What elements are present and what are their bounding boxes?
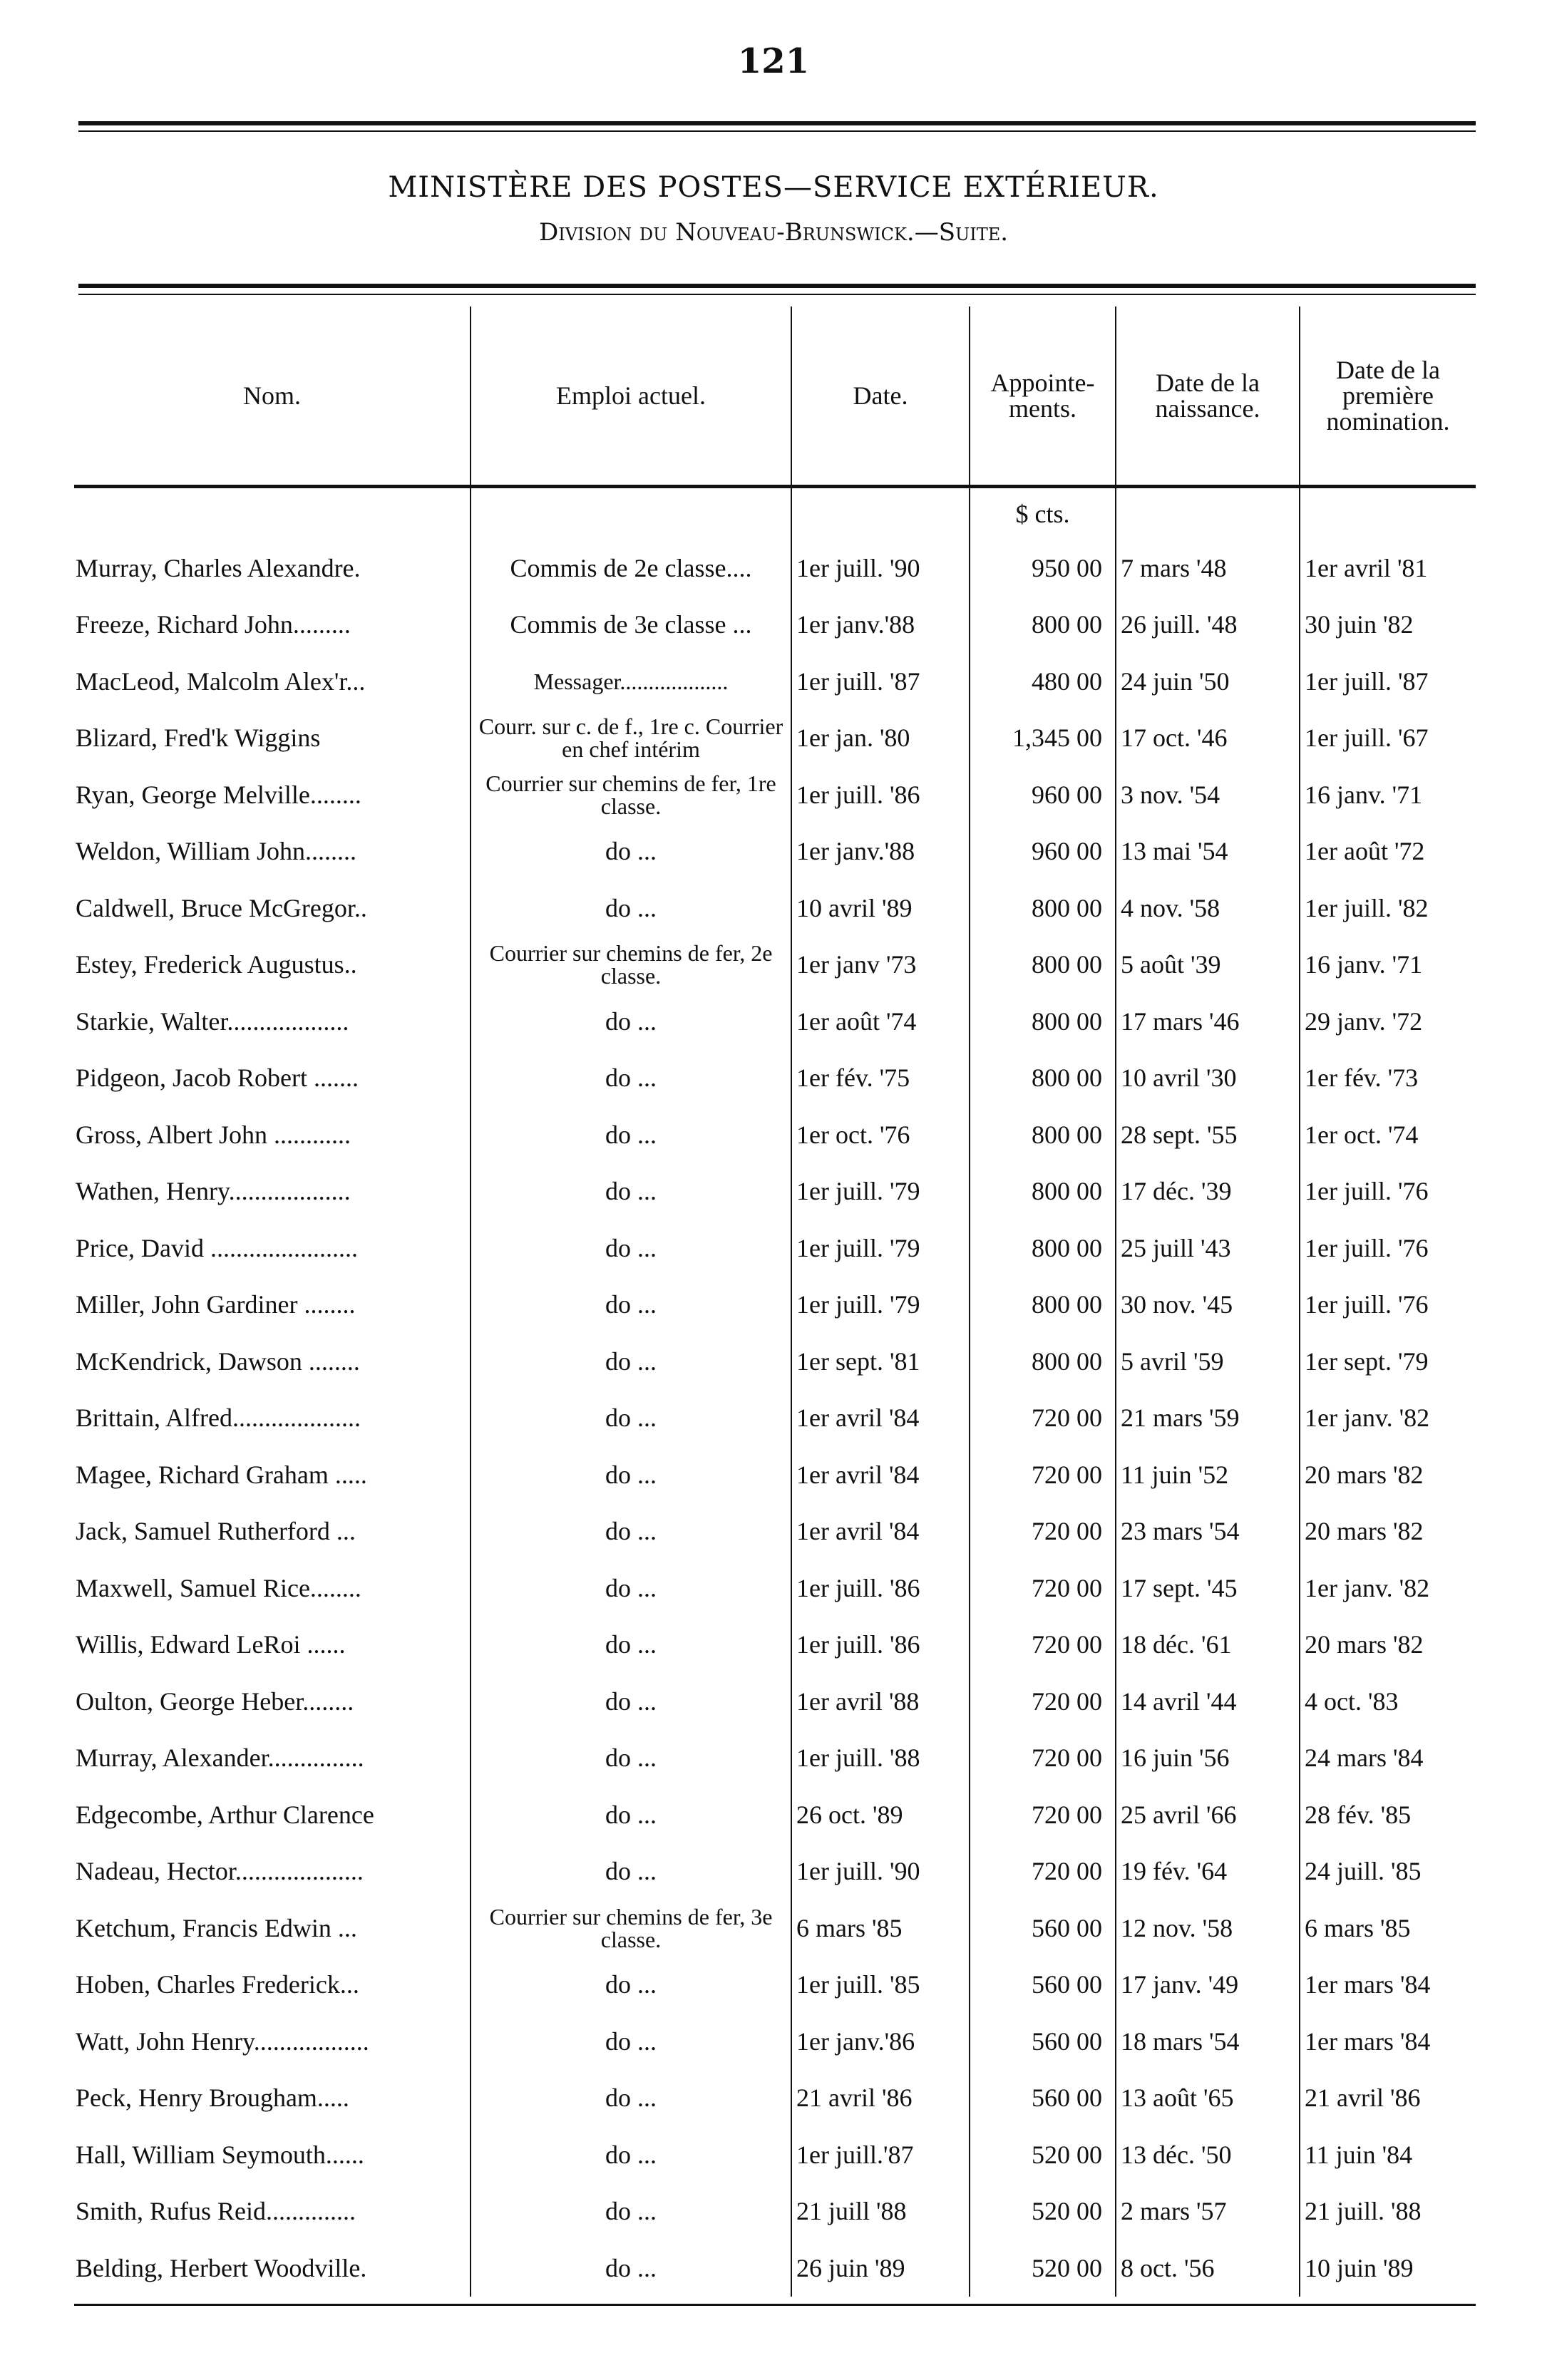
bottom-rule [74,2304,1476,2306]
cell-emploi: do ... [471,2070,791,2127]
cell-date: 21 juill '88 [791,2183,970,2240]
cell-naissance: 21 mars '59 [1116,1390,1300,1447]
units-row [74,487,1476,540]
table-row [74,2240,1476,2297]
cell-naissance: 18 mars '54 [1116,2013,1300,2070]
cell-appointements: 800 00 [970,1333,1116,1390]
cell-date: 1er juill.'87 [791,2126,970,2183]
cell-date: 1er juill. '79 [791,1220,970,1277]
cell-emploi: do ... [471,2240,791,2297]
table-row [74,710,1476,767]
cell-date: 1er avril '84 [791,1390,970,1447]
cell-appointements: 720 00 [970,1503,1116,1560]
cell-nom: Estey, Frederick Augustus.. [76,950,357,979]
cell-nom: Starkie, Walter................... [76,1006,349,1036]
cell-appointements: 560 00 [970,1900,1116,1957]
cell-emploi: do ... [471,1730,791,1787]
cell-premiere-nomination: 1er mars '84 [1300,1957,1476,2014]
cell-nom: Gross, Albert John ............ [76,1120,351,1149]
cell-naissance: 5 avril '59 [1116,1333,1300,1390]
cell-premiere-nomination: 1er juill. '76 [1300,1220,1476,1277]
cell-premiere-nomination: 1er juill. '76 [1300,1163,1476,1220]
table-row [74,880,1476,937]
cell-appointements: 800 00 [970,1050,1116,1107]
cell-appointements: 800 00 [970,1106,1116,1163]
cell-date: 1er juill. '86 [791,1617,970,1674]
cell-appointements: 800 00 [970,993,1116,1050]
cell-appointements: 1,345 00 [970,710,1116,767]
cell-nom: Pidgeon, Jacob Robert ....... [76,1063,359,1093]
table-row [74,1220,1476,1277]
cell-nom: Peck, Henry Brougham..... [76,2083,349,2113]
cell-nom: Price, David ....................... [76,1233,358,1262]
cell-naissance: 26 juill. '48 [1116,597,1300,654]
cell-premiere-nomination: 1er juill. '76 [1300,1277,1476,1334]
table-row [74,2183,1476,2240]
cell-appointements: 800 00 [970,1220,1116,1277]
cell-emploi: do ... [471,1050,791,1107]
cell-premiere-nomination: 16 janv. '71 [1300,766,1476,823]
cell-appointements: 520 00 [970,2183,1116,2240]
cell-naissance: 8 oct. '56 [1116,2240,1300,2297]
table-row [74,2070,1476,2127]
table-header-row [74,306,1476,487]
cell-nom: Weldon, William John........ [76,837,356,866]
cell-date: 10 avril '89 [791,880,970,937]
cell-naissance: 7 mars '48 [1116,540,1300,597]
cell-naissance: 19 fév. '64 [1116,1843,1300,1900]
cell-emploi: Courrier sur chemins de fer, 2e classe. [471,937,791,994]
cell-emploi: do ... [471,1957,791,2014]
table-row [74,1446,1476,1503]
units-blank [791,487,970,540]
cell-emploi: Courrier sur chemins de fer, 1re classe. [471,766,791,823]
cell-naissance: 17 sept. '45 [1116,1560,1300,1617]
cell-appointements: 960 00 [970,766,1116,823]
table-row [74,597,1476,654]
cell-nom: Murray, Charles Alexandre. [76,553,361,582]
top-rule-thin [78,130,1476,132]
cell-naissance: 12 nov. '58 [1116,1900,1300,1957]
table-row [74,1390,1476,1447]
cell-emploi: do ... [471,1220,791,1277]
cell-emploi: do ... [471,2126,791,2183]
cell-date: 26 juin '89 [791,2240,970,2297]
table-row [74,1673,1476,1730]
cell-appointements: 800 00 [970,937,1116,994]
units-blank [74,487,471,540]
cell-naissance: 17 oct. '46 [1116,710,1300,767]
cell-appointements: 800 00 [970,597,1116,654]
table-row [74,1277,1476,1334]
cell-naissance: 11 juin '52 [1116,1446,1300,1503]
cell-premiere-nomination: 1er janv. '82 [1300,1560,1476,1617]
cell-emploi: do ... [471,1106,791,1163]
cell-appointements: 800 00 [970,1277,1116,1334]
header-appointements: Appointe-ments. [970,306,1116,487]
cell-appointements: 480 00 [970,653,1116,710]
cell-emploi: do ... [471,1446,791,1503]
cell-nom: Oulton, George Heber........ [76,1686,354,1716]
cell-emploi: do ... [471,993,791,1050]
cell-premiere-nomination: 29 janv. '72 [1300,993,1476,1050]
cell-premiere-nomination: 24 juill. '85 [1300,1843,1476,1900]
table-row [74,1900,1476,1957]
table-row [74,1106,1476,1163]
cell-appointements: 720 00 [970,1786,1116,1843]
cell-appointements: 720 00 [970,1390,1116,1447]
cell-appointements: 800 00 [970,880,1116,937]
cell-appointements: 960 00 [970,823,1116,880]
cell-date: 1er juill. '86 [791,766,970,823]
cell-nom: Freeze, Richard John......... [76,610,351,639]
cell-premiere-nomination: 1er août '72 [1300,823,1476,880]
cell-emploi: do ... [471,1786,791,1843]
cell-naissance: 17 janv. '49 [1116,1957,1300,2014]
cell-date: 1er juill. '88 [791,1730,970,1787]
units-blank [471,487,791,540]
cell-naissance: 10 avril '30 [1116,1050,1300,1107]
cell-emploi: do ... [471,880,791,937]
header-rule-thick [78,284,1476,288]
table-row [74,1786,1476,1843]
cell-naissance: 28 sept. '55 [1116,1106,1300,1163]
table-row [74,1503,1476,1560]
units-label: $ cts. [970,487,1116,540]
cell-premiere-nomination: 6 mars '85 [1300,1900,1476,1957]
cell-date: 1er janv.'86 [791,2013,970,2070]
cell-premiere-nomination: 1er juill. '67 [1300,710,1476,767]
cell-appointements: 800 00 [970,1163,1116,1220]
cell-nom: Belding, Herbert Woodville. [76,2253,367,2282]
cell-nom: MacLeod, Malcolm Alex'r... [76,666,366,696]
table-row [74,1843,1476,1900]
cell-nom: Edgecombe, Arthur Clarence [76,1800,374,1829]
cell-naissance: 30 nov. '45 [1116,1277,1300,1334]
cell-premiere-nomination: 20 mars '82 [1300,1617,1476,1674]
cell-premiere-nomination: 20 mars '82 [1300,1446,1476,1503]
cell-naissance: 24 juin '50 [1116,653,1300,710]
cell-nom: Ryan, George Melville........ [76,780,361,809]
cell-naissance: 18 déc. '61 [1116,1617,1300,1674]
cell-naissance: 4 nov. '58 [1116,880,1300,937]
cell-premiere-nomination: 16 janv. '71 [1300,937,1476,994]
cell-date: 1er juill. '90 [791,1843,970,1900]
cell-nom: Magee, Richard Graham ..... [76,1460,367,1489]
section-title: MINISTÈRE DES POSTES—SERVICE EXTÉRIEUR. [388,171,1159,204]
cell-date: 1er janv.'88 [791,597,970,654]
cell-emploi: Commis de 2e classe.... [471,540,791,597]
cell-nom: Hoben, Charles Frederick... [76,1970,359,1999]
cell-date: 1er juill. '79 [791,1163,970,1220]
cell-premiere-nomination: 21 juill. '88 [1300,2183,1476,2240]
cell-date: 1er sept. '81 [791,1333,970,1390]
table-row [74,1333,1476,1390]
cell-naissance: 3 nov. '54 [1116,766,1300,823]
cell-nom: Maxwell, Samuel Rice........ [76,1573,361,1602]
header-rule-thin [78,294,1476,295]
cell-nom: Hall, William Seymouth...... [76,2140,364,2169]
header-date: Date. [791,306,970,487]
cell-date: 1er juill. '86 [791,1560,970,1617]
table-row [74,1163,1476,1220]
division-subtitle: Division du Nouveau-Brunswick.—Suite. [538,218,1009,247]
cell-appointements: 520 00 [970,2126,1116,2183]
cell-naissance: 14 avril '44 [1116,1673,1300,1730]
cell-nom: Caldwell, Bruce McGregor.. [76,893,367,922]
cell-date: 1er fév. '75 [791,1050,970,1107]
header-emploi: Emploi actuel. [471,306,791,487]
cell-premiere-nomination: 28 fév. '85 [1300,1786,1476,1843]
cell-emploi: Courrier sur chemins de fer, 3e classe. [471,1900,791,1957]
cell-date: 1er juill. '90 [791,540,970,597]
cell-naissance: 5 août '39 [1116,937,1300,994]
cell-date: 1er juill. '79 [791,1277,970,1334]
cell-nom: Jack, Samuel Rutherford ... [76,1517,356,1546]
cell-emploi: Messager................... [471,653,791,710]
cell-premiere-nomination: 4 oct. '83 [1300,1673,1476,1730]
cell-nom: Blizard, Fred'k Wiggins [76,723,321,753]
cell-naissance: 13 mai '54 [1116,823,1300,880]
cell-emploi: do ... [471,823,791,880]
cell-nom: McKendrick, Dawson ........ [76,1346,360,1376]
cell-emploi: do ... [471,1560,791,1617]
cell-premiere-nomination: 1er fév. '73 [1300,1050,1476,1107]
cell-premiere-nomination: 1er mars '84 [1300,2013,1476,2070]
cell-emploi: do ... [471,1673,791,1730]
cell-premiere-nomination: 1er sept. '79 [1300,1333,1476,1390]
cell-naissance: 2 mars '57 [1116,2183,1300,2240]
cell-nom: Watt, John Henry.................. [76,2026,369,2056]
cell-appointements: 560 00 [970,2013,1116,2070]
cell-naissance: 13 août '65 [1116,2070,1300,2127]
cell-emploi: do ... [471,1163,791,1220]
cell-date: 1er avril '84 [791,1446,970,1503]
table-row [74,823,1476,880]
header-naissance: Date de la naissance. [1116,306,1300,487]
cell-nom: Miller, John Gardiner ........ [76,1290,356,1319]
table-row [74,1617,1476,1674]
cell-date: 1er jan. '80 [791,710,970,767]
cell-naissance: 17 mars '46 [1116,993,1300,1050]
cell-nom: Nadeau, Hector.................... [76,1857,364,1886]
cell-date: 1er juill. '85 [791,1957,970,2014]
cell-premiere-nomination: 1er avril '81 [1300,540,1476,597]
header-premiere-nomination: Date de la première nomination. [1300,306,1476,487]
cell-naissance: 16 juin '56 [1116,1730,1300,1787]
cell-naissance: 25 avril '66 [1116,1786,1300,1843]
cell-naissance: 17 déc. '39 [1116,1163,1300,1220]
cell-premiere-nomination: 10 juin '89 [1300,2240,1476,2297]
cell-appointements: 720 00 [970,1446,1116,1503]
cell-naissance: 23 mars '54 [1116,1503,1300,1560]
cell-nom: Brittain, Alfred.................... [76,1403,361,1433]
cell-date: 26 oct. '89 [791,1786,970,1843]
table-row [74,2126,1476,2183]
cell-appointements: 720 00 [970,1843,1116,1900]
table-row [74,540,1476,597]
cell-emploi: Courr. sur c. de f., 1re c. Courrier en chef intérim [471,710,791,767]
cell-premiere-nomination: 24 mars '84 [1300,1730,1476,1787]
cell-date: 1er janv.'88 [791,823,970,880]
page-number: 121 [737,41,810,81]
top-rule-thick [78,121,1476,125]
cell-nom: Willis, Edward LeRoi ...... [76,1630,346,1659]
table-row [74,653,1476,710]
cell-date: 1er avril '88 [791,1673,970,1730]
cell-date: 6 mars '85 [791,1900,970,1957]
cell-emploi: do ... [471,1277,791,1334]
cell-nom: Murray, Alexander............... [76,1743,364,1773]
cell-emploi: do ... [471,1843,791,1900]
cell-appointements: 720 00 [970,1673,1116,1730]
cell-premiere-nomination: 11 juin '84 [1300,2126,1476,2183]
cell-emploi: do ... [471,1617,791,1674]
employee-register-table [74,306,1476,2297]
cell-premiere-nomination: 1er janv. '82 [1300,1390,1476,1447]
table-row [74,766,1476,823]
cell-premiere-nomination: 1er juill. '87 [1300,653,1476,710]
cell-premiere-nomination: 20 mars '82 [1300,1503,1476,1560]
table-row [74,937,1476,994]
cell-date: 1er avril '84 [791,1503,970,1560]
cell-nom: Smith, Rufus Reid.............. [76,2197,356,2226]
cell-appointements: 560 00 [970,1957,1116,2014]
cell-appointements: 720 00 [970,1730,1116,1787]
cell-nom: Ketchum, Francis Edwin ... [76,1913,357,1942]
cell-premiere-nomination: 21 avril '86 [1300,2070,1476,2127]
cell-emploi: do ... [471,1333,791,1390]
units-blank [1116,487,1300,540]
cell-appointements: 720 00 [970,1617,1116,1674]
cell-naissance: 13 déc. '50 [1116,2126,1300,2183]
cell-date: 1er janv '73 [791,937,970,994]
cell-premiere-nomination: 30 juin '82 [1300,597,1476,654]
table-row [74,1050,1476,1107]
cell-emploi: do ... [471,1390,791,1447]
cell-date: 1er juill. '87 [791,653,970,710]
cell-appointements: 950 00 [970,540,1116,597]
cell-appointements: 520 00 [970,2240,1116,2297]
cell-emploi: do ... [471,2013,791,2070]
cell-emploi: do ... [471,2183,791,2240]
table-row [74,1957,1476,2014]
cell-date: 1er août '74 [791,993,970,1050]
cell-appointements: 560 00 [970,2070,1116,2127]
cell-premiere-nomination: 1er oct. '74 [1300,1106,1476,1163]
cell-emploi: do ... [471,1503,791,1560]
cell-nom: Wathen, Henry................... [76,1177,351,1206]
cell-date: 21 avril '86 [791,2070,970,2127]
cell-appointements: 720 00 [970,1560,1116,1617]
cell-naissance: 25 juill '43 [1116,1220,1300,1277]
cell-date: 1er oct. '76 [791,1106,970,1163]
cell-premiere-nomination: 1er juill. '82 [1300,880,1476,937]
header-nom: Nom. [74,306,471,487]
table-row [74,993,1476,1050]
cell-emploi: Commis de 3e classe ... [471,597,791,654]
table-body [74,487,1476,2297]
table-row [74,2013,1476,2070]
units-blank [1300,487,1476,540]
table-row [74,1730,1476,1787]
table-row [74,1560,1476,1617]
